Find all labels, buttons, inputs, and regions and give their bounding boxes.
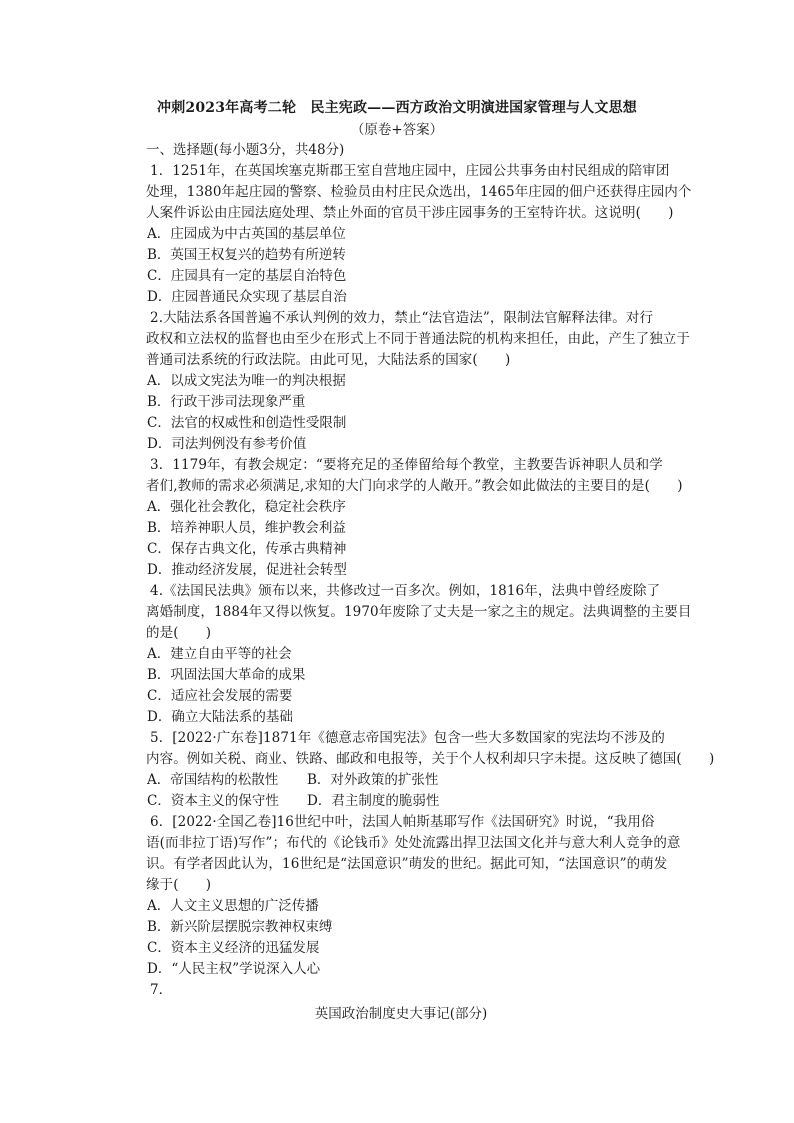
option-c: C．保存古典文化，传承古典精神: [147, 541, 347, 557]
question-text: 3．1179年，有教会规定：“要将充足的圣俸留给每个教堂，主教要告诉神职人员和学: [150, 457, 663, 473]
question-text: 6．[2022·全国乙卷]16世纪中叶，法国人帕斯基耶写作《法国研究》时说，“我用俗: [150, 814, 655, 830]
option-d: D．推动经济发展，促进社会转型: [147, 562, 347, 578]
document-subtitle: （原卷+答案）: [350, 122, 444, 138]
question-content: [146, 140, 715, 1025]
section-heading: 一、选择题(每小题3分，共48分): [146, 142, 345, 158]
question-text: 识。有学者因此认为，16世纪是“法国意识”萌发的世纪。据此可知，“法国意识”的萌发: [146, 856, 668, 872]
option-b: B．行政干涉司法现象严重: [147, 394, 306, 410]
option-a: A．以成文宪法为唯一的判决根据: [147, 373, 346, 389]
question-2: [146, 308, 690, 455]
option-c: C．法官的权威性和创造性受限制: [147, 415, 347, 431]
option-c: C．庄园具有一定的基层自治特色: [147, 268, 347, 284]
question-text: 4.《法国民法典》颁布以来，共修改过一百多次。例如，1816年，法典中曾经废除了: [150, 583, 661, 599]
option-d: D．确立大陆法系的基础: [147, 709, 293, 725]
question-text: 人案件诉讼由庄园法庭处理、禁止外面的官员干涉庄园事务的王室特许状。这说明( ): [146, 205, 674, 221]
option-d: D．庄园普通民众实现了基层自治: [147, 289, 347, 305]
question-text: 处理，1380年起庄园的警察、检验员由村庄民众选出，1465年庄园的佃户还获得庄园内个: [146, 184, 692, 200]
question-text: 内容。例如关税、商业、铁路、邮政和电报等，关于个人权利却只字未提。这反映了德国( ): [146, 751, 715, 767]
question-text: 语(而非拉丁语)写作”；布代的《论钱币》处处流露出捍卫法国文化并与意大利人竞争的意: [146, 835, 681, 851]
question-text: 5．[2022·广东卷]1871年《德意志帝国宪法》包含一些大多数国家的宪法均不涉及的: [150, 730, 665, 746]
question-text: 2.大陆法系各国普遍不承认判例的效力，禁止“法官造法”，限制法官解释法律。对行: [150, 310, 654, 326]
document-title: 冲刺2023年高考二轮 民主宪政——西方政治文明演进国家管理与人文思想: [157, 100, 637, 116]
option-d: D．司法判例没有参考价值: [147, 436, 307, 452]
option-a: A．强化社会教化，稳定社会秩序: [147, 499, 346, 515]
option-b: B．新兴阶层摆脱宗教神权束缚: [147, 919, 333, 935]
question-text: 缘于( ): [146, 877, 212, 893]
option-a: A．建立自由平等的社会: [147, 646, 292, 662]
question-text: 离婚制度，1884年又得以恢复。1970年废除了丈夫是一家之主的规定。法典调整的主要目: [146, 604, 692, 620]
option-c: C．适应社会发展的需要: [147, 688, 293, 704]
question-text: 政权和立法权的监督也由至少在形式上不同于普通法院的机构来担任，由此，产生了独立于: [146, 331, 690, 347]
option-d: D．“人民主权”学说深入人心: [147, 961, 321, 977]
option-b: B．对外政策的扩张性: [307, 772, 439, 788]
question-1: [146, 161, 692, 308]
option-c: C．资本主义经济的迅猛发展: [147, 940, 320, 956]
question-text: 普通司法系统的行政法院。由此可见，大陆法系的国家( ): [146, 352, 511, 368]
question-5: [146, 728, 715, 812]
table-caption: 英国政治制度史大事记(部分): [314, 1006, 488, 1022]
option-a: A．人文主义思想的广泛传播: [147, 898, 319, 914]
question-4: [146, 581, 692, 728]
question-7: [146, 980, 656, 1025]
question-text: 者们,教师的需求必须满足,求知的大门向求学的人敞开。”教会如此做法的主要目的是( ): [146, 478, 683, 494]
question-text: 1．1251年，在英国埃塞克斯郡王室自营地庄园中，庄园公共事务由村民组成的陪审团: [150, 163, 670, 179]
option-b: B．培养神职人员，维护教会利益: [147, 520, 346, 536]
question-3: [146, 455, 683, 581]
option-d: D．君主制度的脆弱性: [307, 793, 440, 809]
question-text: 的是( ): [146, 625, 212, 641]
option-c: C．资本主义的保守性: [147, 793, 279, 809]
option-b: B．巩固法国大革命的成果: [147, 667, 306, 683]
question-6: [146, 812, 681, 980]
question-number: 7．: [150, 982, 173, 998]
option-row: [146, 791, 656, 812]
option-a: A．庄园成为中古英国的基层单位: [147, 226, 346, 242]
option-b: B．英国王权复兴的趋势有所逆转: [147, 247, 346, 263]
option-row: [146, 770, 656, 791]
option-a: A．帝国结构的松散性: [147, 772, 279, 788]
